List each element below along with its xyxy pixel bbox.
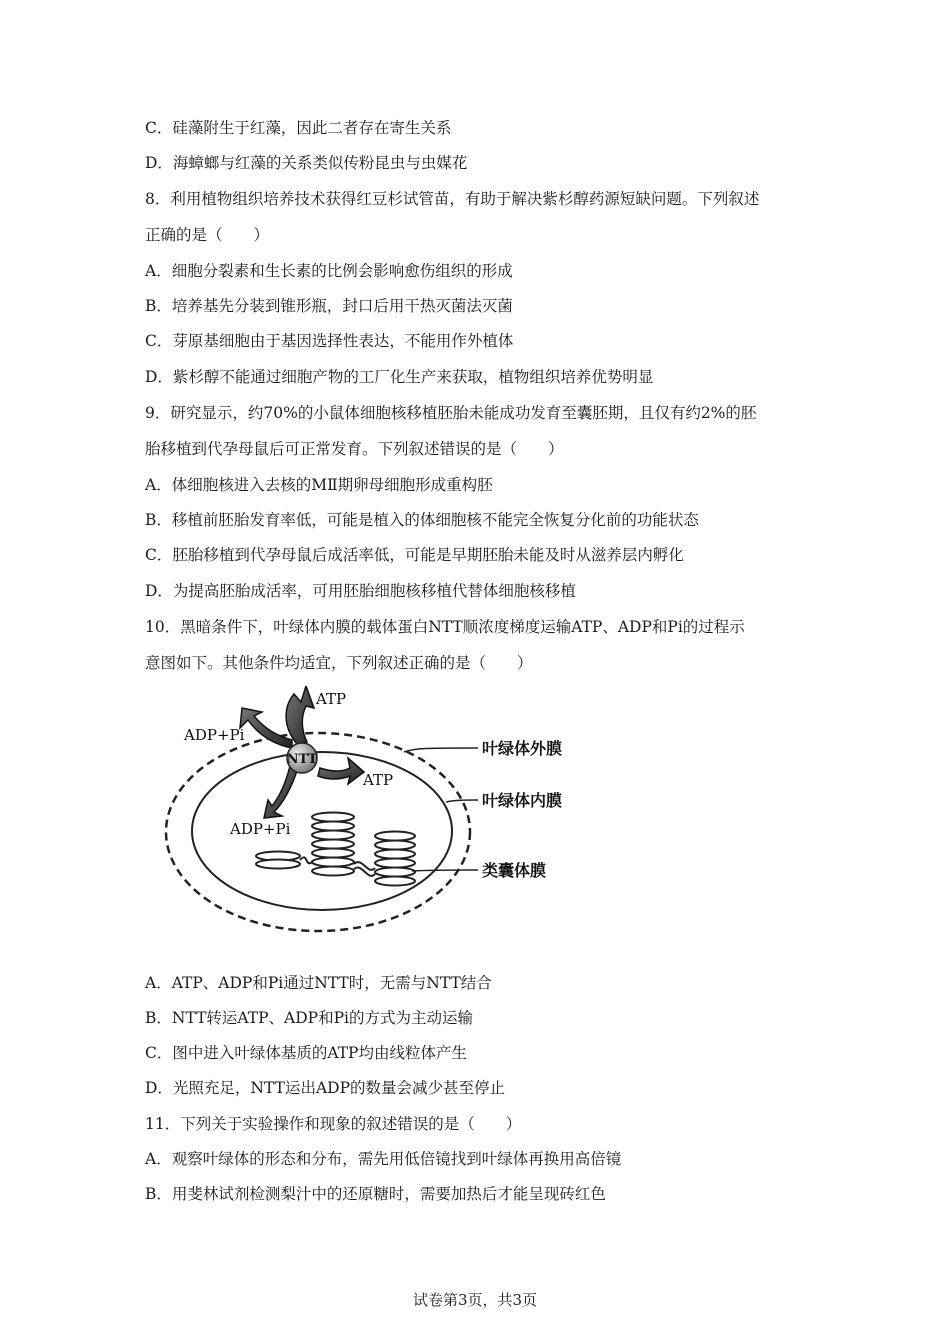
q7-option-c: C．硅藻附生于红藻，因此二者存在寄生关系 (145, 119, 452, 137)
q10-stem-line2: 意图如下。其他条件均适宜，下列叙述正确的是（ ） (145, 654, 533, 672)
adp-pi-inner-label: ADP+Pi (230, 820, 291, 838)
q8-option-b: B．培养基先分装到锥形瓶，封口后用干热灭菌法灭菌 (145, 297, 513, 315)
q9-option-b: B．移植前胚胎发育率低，可能是植入的体细胞核不能完全恢复分化前的功能状态 (145, 511, 699, 529)
q8-option-d: D．紫杉醇不能通过细胞产物的工厂化生产来获取，植物组织培养优势明显 (145, 368, 654, 386)
page-footer: 试卷第3页，共3页 (412, 1291, 538, 1309)
q8-option-a: A．细胞分裂素和生长素的比例会影响愈伤组织的形成 (145, 262, 513, 280)
q7-option-d: D．海蟑螂与红藻的关系类似传粉昆虫与虫媒花 (145, 154, 468, 172)
atp-outer-label: ATP (316, 690, 347, 708)
outer-membrane-label: 叶绿体外膜 (482, 739, 563, 758)
q8-option-c: C．芽原基细胞由于基因选择性表达，不能用作外植体 (145, 332, 514, 350)
q10-option-b: B．NTT转运ATP、ADP和Pi的方式为主动运输 (145, 1009, 473, 1027)
q9-option-d: D．为提高胚胎成活率，可用胚胎细胞核移植代替体细胞核移植 (145, 582, 576, 600)
q10-stem-line1: 10．黑暗条件下，叶绿体内膜的载体蛋白NTT顺浓度梯度运输ATP、ADP和Pi的过程示 (145, 618, 745, 636)
q10-option-d: D．光照充足，NTT运出ADP的数量会减少甚至停止 (145, 1079, 506, 1097)
q9-stem-line1: 9．研究显示，约70%的小鼠体细胞核移植胚胎未能成功发育至囊胚期，且仅有约2%的胚 (145, 404, 757, 422)
q9-option-c: C．胚胎移植到代孕母鼠后成活率低，可能是早期胚胎未能及时从滋养层内孵化 (145, 546, 684, 564)
adp-pi-outer-label: ADP+Pi (184, 726, 245, 744)
atp-inner-label: ATP (363, 771, 394, 789)
q11-stem: 11．下列关于实验操作和现象的叙述错误的是（ ） (145, 1115, 522, 1133)
q9-stem-line2: 胎移植到代孕母鼠后可正常发育。下列叙述错误的是（ ） (145, 440, 564, 458)
q11-option-a: A．观察叶绿体的形态和分布，需先用低倍镜找到叶绿体再换用高倍镜 (145, 1150, 622, 1168)
chloroplast-ntt-diagram (160, 686, 600, 942)
inner-membrane-label: 叶绿体内膜 (482, 791, 563, 810)
q10-option-c: C．图中进入叶绿体基质的ATP均由线粒体产生 (145, 1044, 467, 1062)
q10-option-a: A．ATP、ADP和Pi通过NTT时，无需与NTT结合 (145, 974, 492, 992)
thylakoid-membrane-label: 类囊体膜 (482, 861, 547, 880)
q11-option-b: B．用斐林试剂检测梨汁中的还原糖时，需要加热后才能呈现砖红色 (145, 1185, 606, 1203)
q8-stem-line1: 8．利用植物组织培养技术获得红豆杉试管苗，有助于解决紫杉醇药源短缺问题。下列叙述 (145, 190, 760, 208)
ntt-label: NTT (286, 752, 318, 767)
q9-option-a: A．体细胞核进入去核的MⅡ期卵母细胞形成重构胚 (145, 476, 493, 494)
q8-stem-line2: 正确的是（ ） (145, 226, 270, 244)
